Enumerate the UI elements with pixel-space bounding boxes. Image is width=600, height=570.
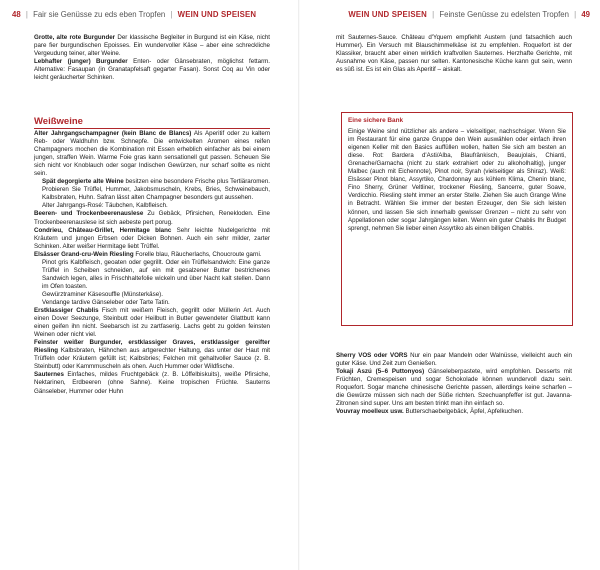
entry-term: Erstklassiger Chablis xyxy=(34,307,99,315)
entry-term: Sauternes xyxy=(34,371,64,379)
entry-text: Pinot gris Kalbfleisch, geoaten oder gegrillt. Oder ein Trüffelsandwich: Eine ganze Trüffel in Scheiben schneiden, auf ein mit gesalzener Butter bestrichenes Sandwich legen, alles in Frischhaltefolie wickeln und über Nacht kalt stellen. Dann im Ofen toasten. xyxy=(42,258,270,290)
intro-entry xyxy=(34,34,270,58)
right-page xyxy=(300,0,600,570)
running-head-subtitle-left: Fair sie Genüsse zu eds eben Tropfen xyxy=(33,10,166,19)
right-entries xyxy=(336,352,572,416)
sidebar-title: Eine sichere Bank xyxy=(348,117,404,124)
left-running-head: 48 | Fair sie Genüsse zu eds eben Tropfen | WEIN UND SPEISEN xyxy=(12,10,257,19)
entry-term: Vouvray moelleux usw. xyxy=(336,408,404,416)
entry-text: Der klassische Begleiter in Burgund ist ein Käse, nicht pare fier burgundischen Epoisses. Ein wundervoller Käse – aber eine schreckliche Vergeudung teiner, alter Weine. xyxy=(34,34,270,58)
entry-text: Gewürztraminer Käsesouffle (Münsterkäse). xyxy=(42,290,163,298)
wine-entry xyxy=(34,202,270,210)
running-head-subtitle-right: Feinste Genüsse zu edelsten Tropfen xyxy=(439,10,569,19)
sidebar-box xyxy=(341,112,573,326)
wine-entry xyxy=(34,307,270,339)
entry-term: Lebhafter (junger) Burgunder xyxy=(34,58,128,66)
entry-term: Sherry VOS oder VORS xyxy=(336,352,408,359)
wine-entry xyxy=(34,259,270,291)
entry-text: Als Aperitif oder zu kaltem Reb- oder Waldhuhn bzw. Schnepfe. Die entwickelten Aromen eines reifen Champagners mochen die Kombination mit Essen erheblich einfacher als bei einem jungen, straffen Wein. Warme Foie gras kann sensationell gut passen. Scheuen Sie sich nicht vor Knoblauch oder sogar Indischen Gewürzen, nur scharf sollte es nicht sein. xyxy=(34,130,270,178)
entry-text: mit Sauternes-Sauce. Château d'Yquem empfiehlt Austern (und fatsachlich auch Hummer). Ein Versuch mit Blauschimmelkäse ist zu empfehlen. Roquefort ist der Klassiker, braucht aber einen wirklich kraftvollen Sauternes. Herzhafte Gerichte, mit Ausnahme von Käse, passen nur selten. Kantonesische Küche kann gut sein, wenn es süß ist. Es ist ein Glas als Aperitif – aiskalt. xyxy=(336,34,572,74)
entry-text: Fisch mit weißem Fleisch, gegrillt oder Müllerin Art. Auch einen Dover Seezunge, Steinbutt oder Heilbutt in Butter gewendeter Glattbutt kann einen geifen ihn nicht. Seebarsch ist zu zartfaserig. Lachs gebt zu golden feinsten Weinen oder nicht viel. xyxy=(34,307,270,339)
wine-entry xyxy=(34,371,270,395)
left-intro xyxy=(34,34,270,82)
entry-text: besitzen eine besondere Frische plus Tertiäraromen. Probieren Sie Trüffel, Hummer, Jakobsmuscheln, Krebs, Bries, Schweinebauch, Kalbsbraten, Huhn. Safran lässt alten Champagner besonders gut aussehen. xyxy=(42,178,271,202)
entry-term: Spät degorgierte alte Weine xyxy=(42,178,124,186)
intro-entry xyxy=(34,58,270,82)
entry-text: Alter Jahrgangs-Rosé: Täubchen, Kalbfleisch. xyxy=(42,202,168,210)
entry-term: Feinster weißer Burgunder, erstklassiger Graves, erstklassiger gereifter Riesling xyxy=(34,339,270,355)
entry-text: Zu Gebäck, Pfirsichen, Renekloden. Eine Trockenbeerenauslese ist sich aebeste pert porug. xyxy=(34,210,270,226)
wine-entry xyxy=(34,210,270,226)
entry-text: Sehr leichte Nudelgerichte mit Kräutern und jungen Erbsen oder Dicken Bohnen. Auch ein sehr milder, zarter Schinken. Alter weißer Hermitage liebt Trüffel. xyxy=(34,226,270,250)
entry-text: Nur ein paar Mandeln oder Walnüsse, vielleicht auch ein guter Käse. Und Zeit zum Genießen. xyxy=(336,352,572,368)
section-title-weissweine: Weißweine xyxy=(34,116,270,129)
wine-entry xyxy=(336,408,572,416)
left-entries xyxy=(34,130,270,396)
entry-text: Kalbsbraten, Hähnchen aus artgerechter Haltung, das unter der Haut mit Trüffeln oder Kräutern gefüllt ist; Kalbsbries; Felchen mit gehaltvoller Sauce (z. B. Steinbutt) oder Kammmuscheln als ohen. Auch Hummer oder Wildfische. xyxy=(34,347,270,371)
entry-text: Vendange tardive Gänseleber oder Tarte Tatin. xyxy=(42,298,170,306)
entry-term: Condrieu, Château-Grillet, Hermitage blanc xyxy=(34,226,172,234)
right-intro xyxy=(336,34,572,74)
right-running-head: WEIN UND SPEISEN | Feinste Genüsse zu edelsten Tropfen | 49 xyxy=(348,10,590,19)
intro-entry xyxy=(336,34,572,74)
wine-entry xyxy=(34,299,270,307)
running-head-title-right: WEIN UND SPEISEN xyxy=(348,10,427,19)
entry-text: Butterschaebelgebäck, Äpfel, Apfelkuchen. xyxy=(403,408,524,416)
page-number-right: 49 xyxy=(581,10,590,19)
wine-entry xyxy=(34,291,270,299)
wine-entry xyxy=(34,339,270,371)
entry-term: Beeren- und Trockenbeerenauslese xyxy=(34,210,144,218)
wine-entry xyxy=(34,251,270,259)
wine-entry xyxy=(34,130,270,178)
entry-term: Alter Jahrgangschampagner (kein Blanc de Blancs) xyxy=(34,130,192,137)
wine-entry xyxy=(34,178,270,202)
entry-term: Grotte, alte rote Burgunder xyxy=(34,34,116,41)
page-number-left: 48 xyxy=(12,10,21,19)
entry-term: Tokaji Aszú (5–6 Puttonyos) xyxy=(336,368,425,376)
wine-entry xyxy=(336,368,572,408)
wine-entry xyxy=(34,227,270,251)
entry-term: Elsässer Grand-cru-Wein Riesling xyxy=(34,250,134,258)
entry-text: Forelle blau, Räucherlachs, Choucroute garni. xyxy=(133,250,262,258)
sidebar-body: Einige Weine sind nützlicher als andere – vielseitiger, nachschsiger. Wenn Sie im Restaurant für eine ganze Gruppe den Wein auswählen oder einfach ihren eigenen Keller mit den Basics auffüllen wollen, halten Sie sich am besten an diese. Rot: Bardera d'Asti/Alba, Blaufränkisch, Beaujolais, Chianti, Grenache/Garnacha (nicht zu stark extrahiert oder zu alkoholhaltig), junger Malbec (auch mit Eichennote), Pinot noir, Syrah (vielseitiger als Shiraz). Weiß: Elsässer Pinot blanc, Assyrtiko, Chardonnay aus kühlem Klima, Chenin blanc, Fino Sherry, Grüner Veltliner, trockener Riesling, Sancerre, guter Soave, Verdicchio. Riesling steht immer an erster Stelle. Ziehen Sie auch Grange Wine in Betracht. Wählen Sie immer der besten Erzeuger, den Sie sich leisten können, und lassen Sie sich innerhalb gewisser Grenzen – nicht zu sehr von Appellationen oder sogar Jahrgängen leiten. Wenn ein guter Chablis Ihr Budget sprengt, nehmen Sie lieber einen Assyrtiko als einen billigen Chablis. xyxy=(348,128,566,232)
entry-text: Enten- oder Gänsebraten, möglichst fettarm. Alternative: Fasaupan (in Granatapfelsaft gegarter Fasan). Sonst Coq au Vin oder leicht geräucherter Schinken. xyxy=(34,58,271,82)
entry-text: Gänseleberpastete, wird empfohlen. Desserts mit Früchten, Cremespeisen und sogar Schokolade können wundervoll dazu sein. Roquefort. Sogar manche chinesische Gerichte passen, allerdings keine scharfen – die Gewürze müssen sich nach der Süße richten. Szechuanpfeffer ist gut. Javanna-Zitronen sind super. Uns am besten trinkt man ihn einfach so. xyxy=(336,368,573,408)
wine-entry xyxy=(336,352,572,368)
running-head-title-left: WEIN UND SPEISEN xyxy=(177,10,257,19)
entry-text: Einfaches, mildes Fruchtgebäck (z. B. Löffelbiskuits), weiße Pfirsiche, Nektarinen, Erdbeeren (ohne Sahne). Keine tropischen Früchte. Sauterns Gänseleber, Hummer oder Huhn xyxy=(34,371,270,395)
